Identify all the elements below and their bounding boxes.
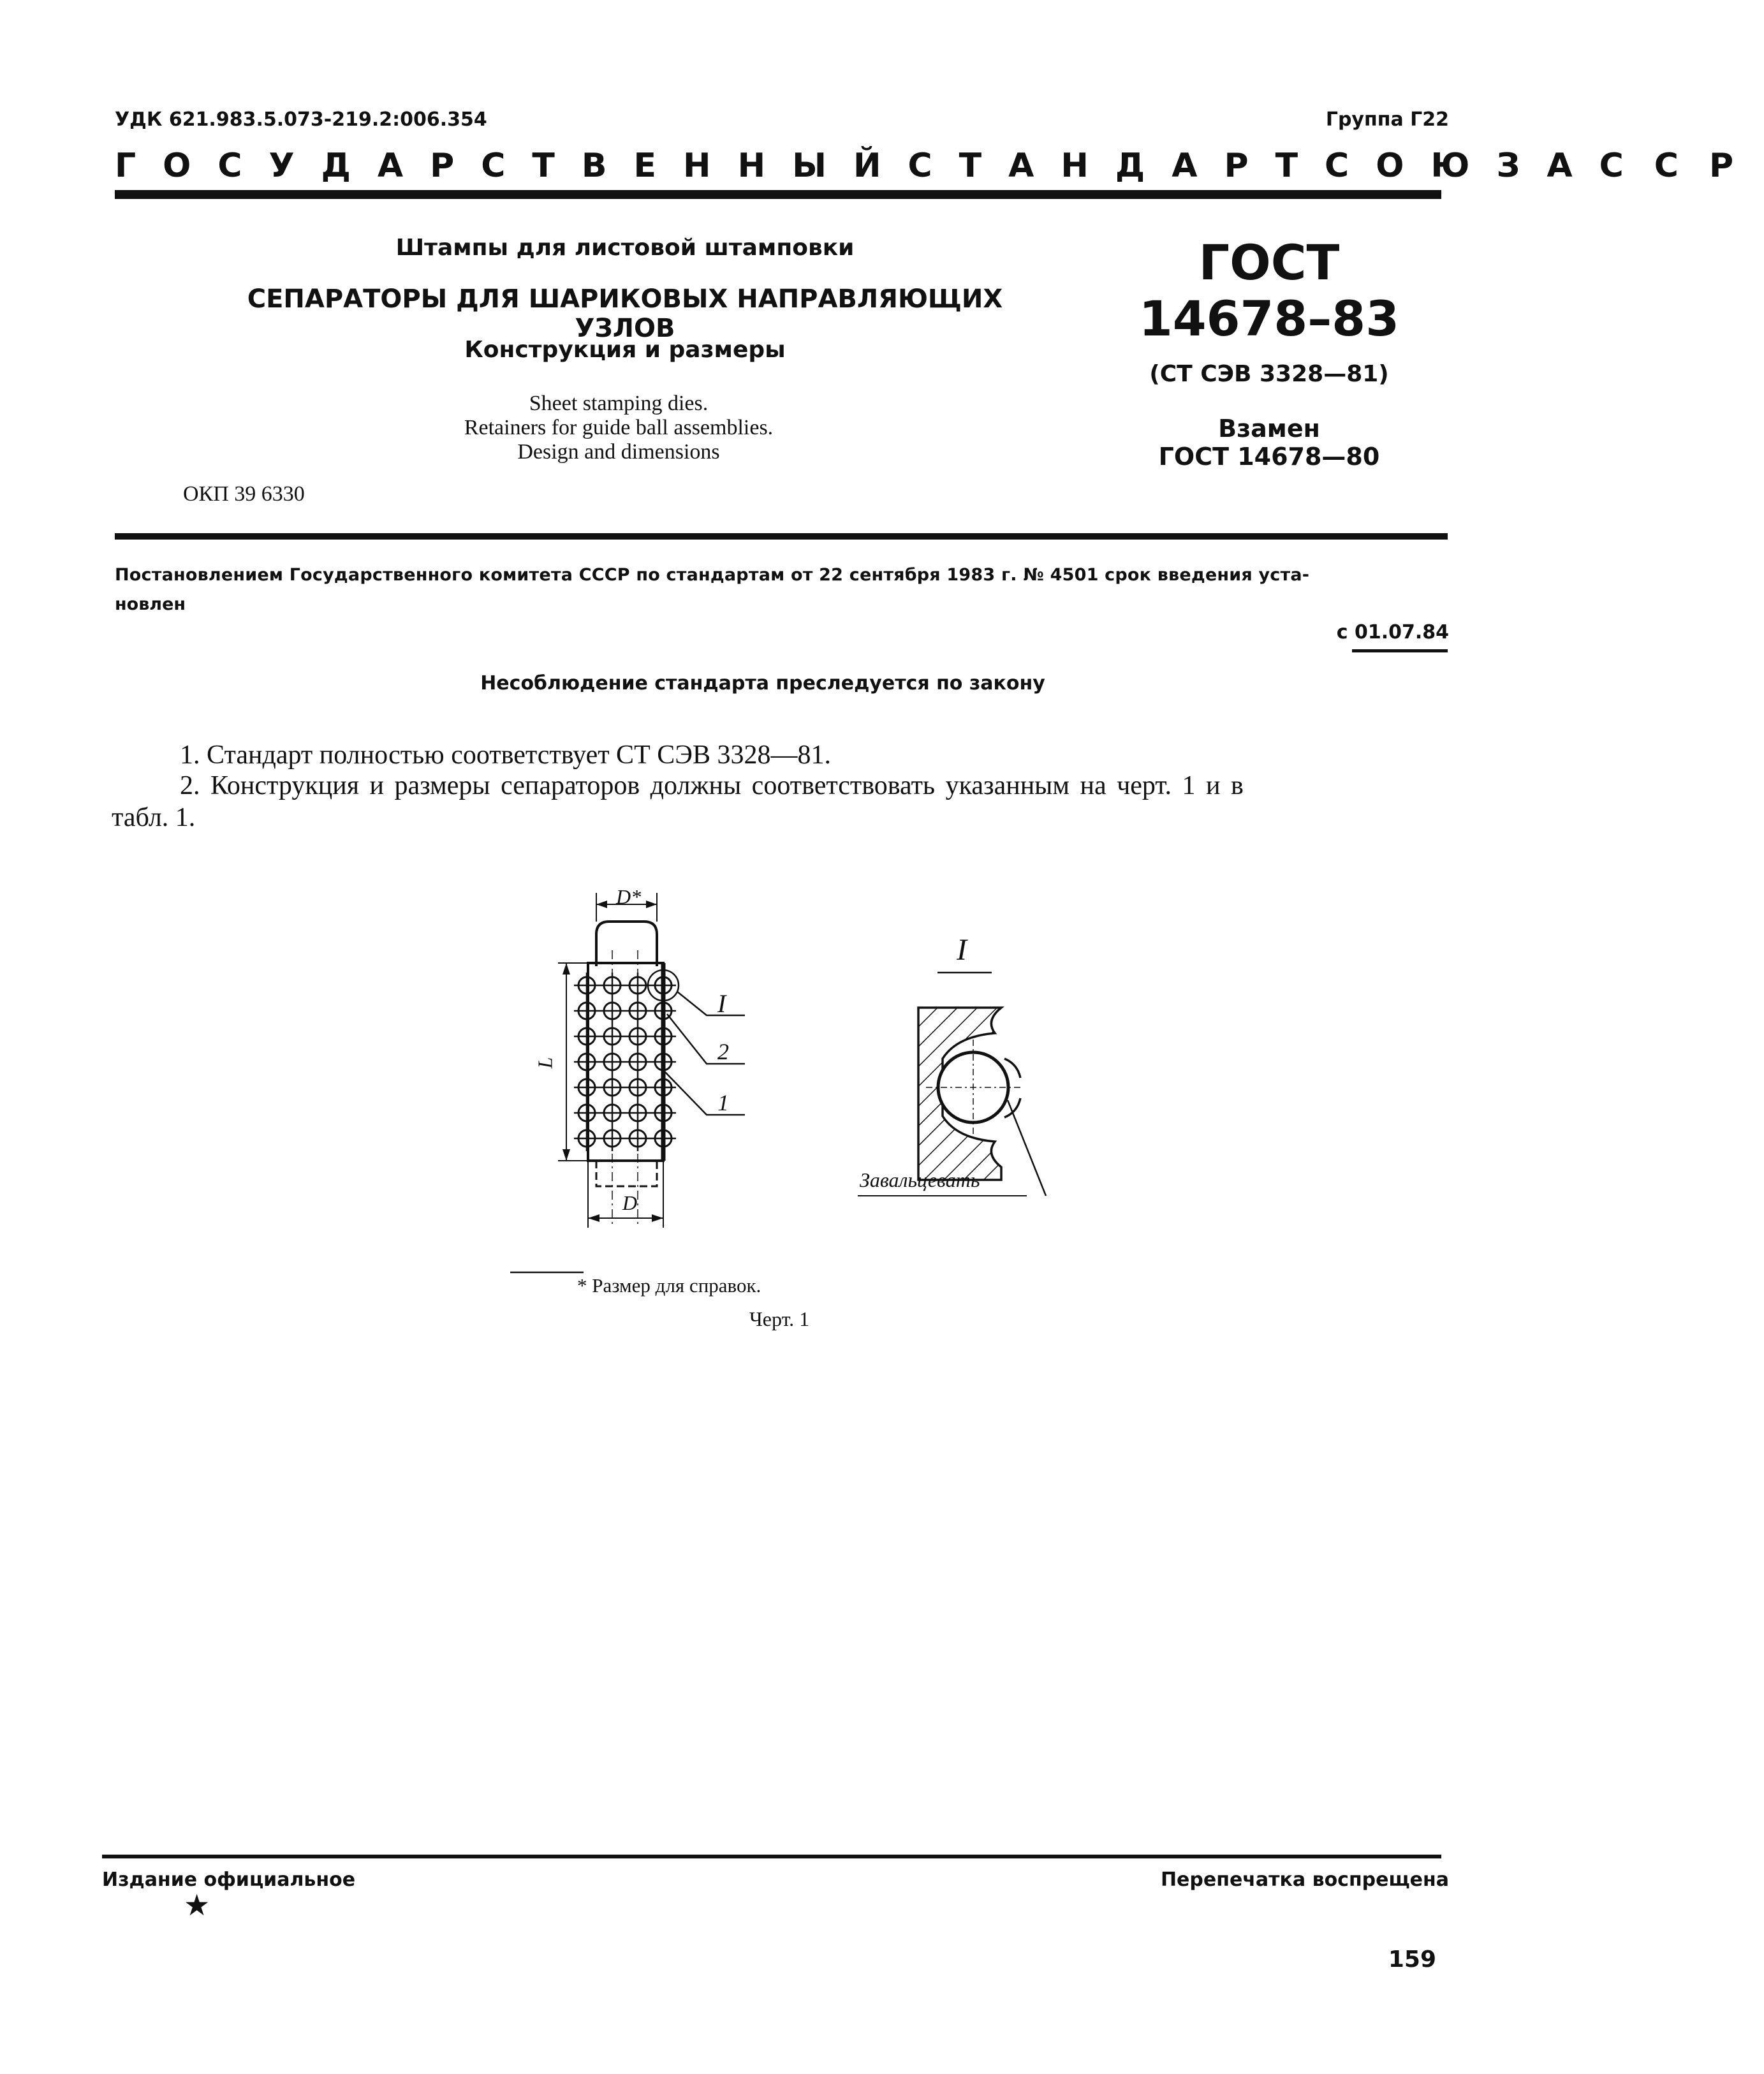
edition-label: Издание официальное (102, 1869, 356, 1891)
banner-word-2: СТАНДАРТ (908, 147, 1325, 185)
footer-rule (102, 1855, 1441, 1858)
callout-1: 1 (717, 1090, 729, 1115)
replaces-label: Взамен (1218, 415, 1320, 443)
replaces-gost: ГОСТ 14678—80 (1158, 443, 1380, 471)
effective-date: с 01.07.84 (1336, 621, 1449, 644)
banner-word-4: ССР (1599, 147, 1764, 185)
title-line-1: Штампы для листовой штамповки (395, 235, 855, 261)
callout-2: 2 (717, 1039, 729, 1064)
paragraph-2-line-1: 2. Конструкция и размеры сепараторов должны соответствовать указанным на черт. 1 и в (180, 771, 1244, 800)
title-line-2: СЕПАРАТОРЫ ДЛЯ ШАРИКОВЫХ НАПРАВЛЯЮЩИХ УЗЛОВ (247, 284, 1003, 343)
paragraph-1: 1. Стандарт полностью соответствует СТ СЭВ 3328—81. (180, 740, 831, 770)
page-number: 159 (1388, 1946, 1436, 1973)
guide-post-top (596, 922, 657, 966)
group-label: Группа Г22 (1325, 108, 1449, 131)
udk-code: УДК 621.983.5.073-219.2:006.354 (115, 108, 487, 131)
gost-number: 14678–83 (1138, 290, 1400, 347)
footnote: * Размер для справок. (577, 1274, 761, 1297)
okp-code: ОКП 39 6330 (183, 482, 305, 506)
leader-2 (667, 1014, 745, 1064)
figure-caption: Черт. 1 (749, 1307, 810, 1330)
paragraph-2-line-2: табл. 1. (112, 803, 196, 832)
title-line-3: Конструкция и размеры (464, 337, 786, 363)
detail-note: Завальцевать (860, 1168, 980, 1191)
detail-title: I (957, 933, 967, 967)
leader-i (677, 992, 745, 1015)
title-english-3: Design and dimensions (517, 440, 720, 464)
callout-i: I (717, 989, 726, 1018)
leader-1 (665, 1071, 745, 1115)
detail-i-section (858, 973, 1046, 1196)
guide-post-bottom (596, 1161, 657, 1186)
star-icon: ★ (184, 1888, 210, 1922)
reprint-notice: Перепечатка воспрещена (1160, 1869, 1449, 1891)
warning-text: Несоблюдение стандарта преследуется по закону (480, 672, 1045, 695)
decree-line-2: новлен (115, 594, 186, 614)
decree-line-1: Постановлением Государственного комитета СССР по стандартам от 22 сентября 1983 г. № 4501 срок введения уста- (115, 565, 1310, 585)
title-english-1: Sheet stamping dies. (529, 392, 709, 415)
label-d: D (622, 1191, 638, 1214)
gost-label: ГОСТ (1198, 234, 1340, 291)
title-english-2: Retainers for guide ball assemblies. (464, 416, 774, 439)
label-l: L (533, 1057, 557, 1069)
st-sev-ref: (СТ СЭВ 3328—81) (1149, 361, 1389, 387)
banner-word-1: ГОСУДАРСТВЕННЫЙ (115, 147, 908, 185)
label-dstar: D* (616, 885, 642, 908)
banner-word-3: СОЮЗА (1325, 147, 1599, 185)
